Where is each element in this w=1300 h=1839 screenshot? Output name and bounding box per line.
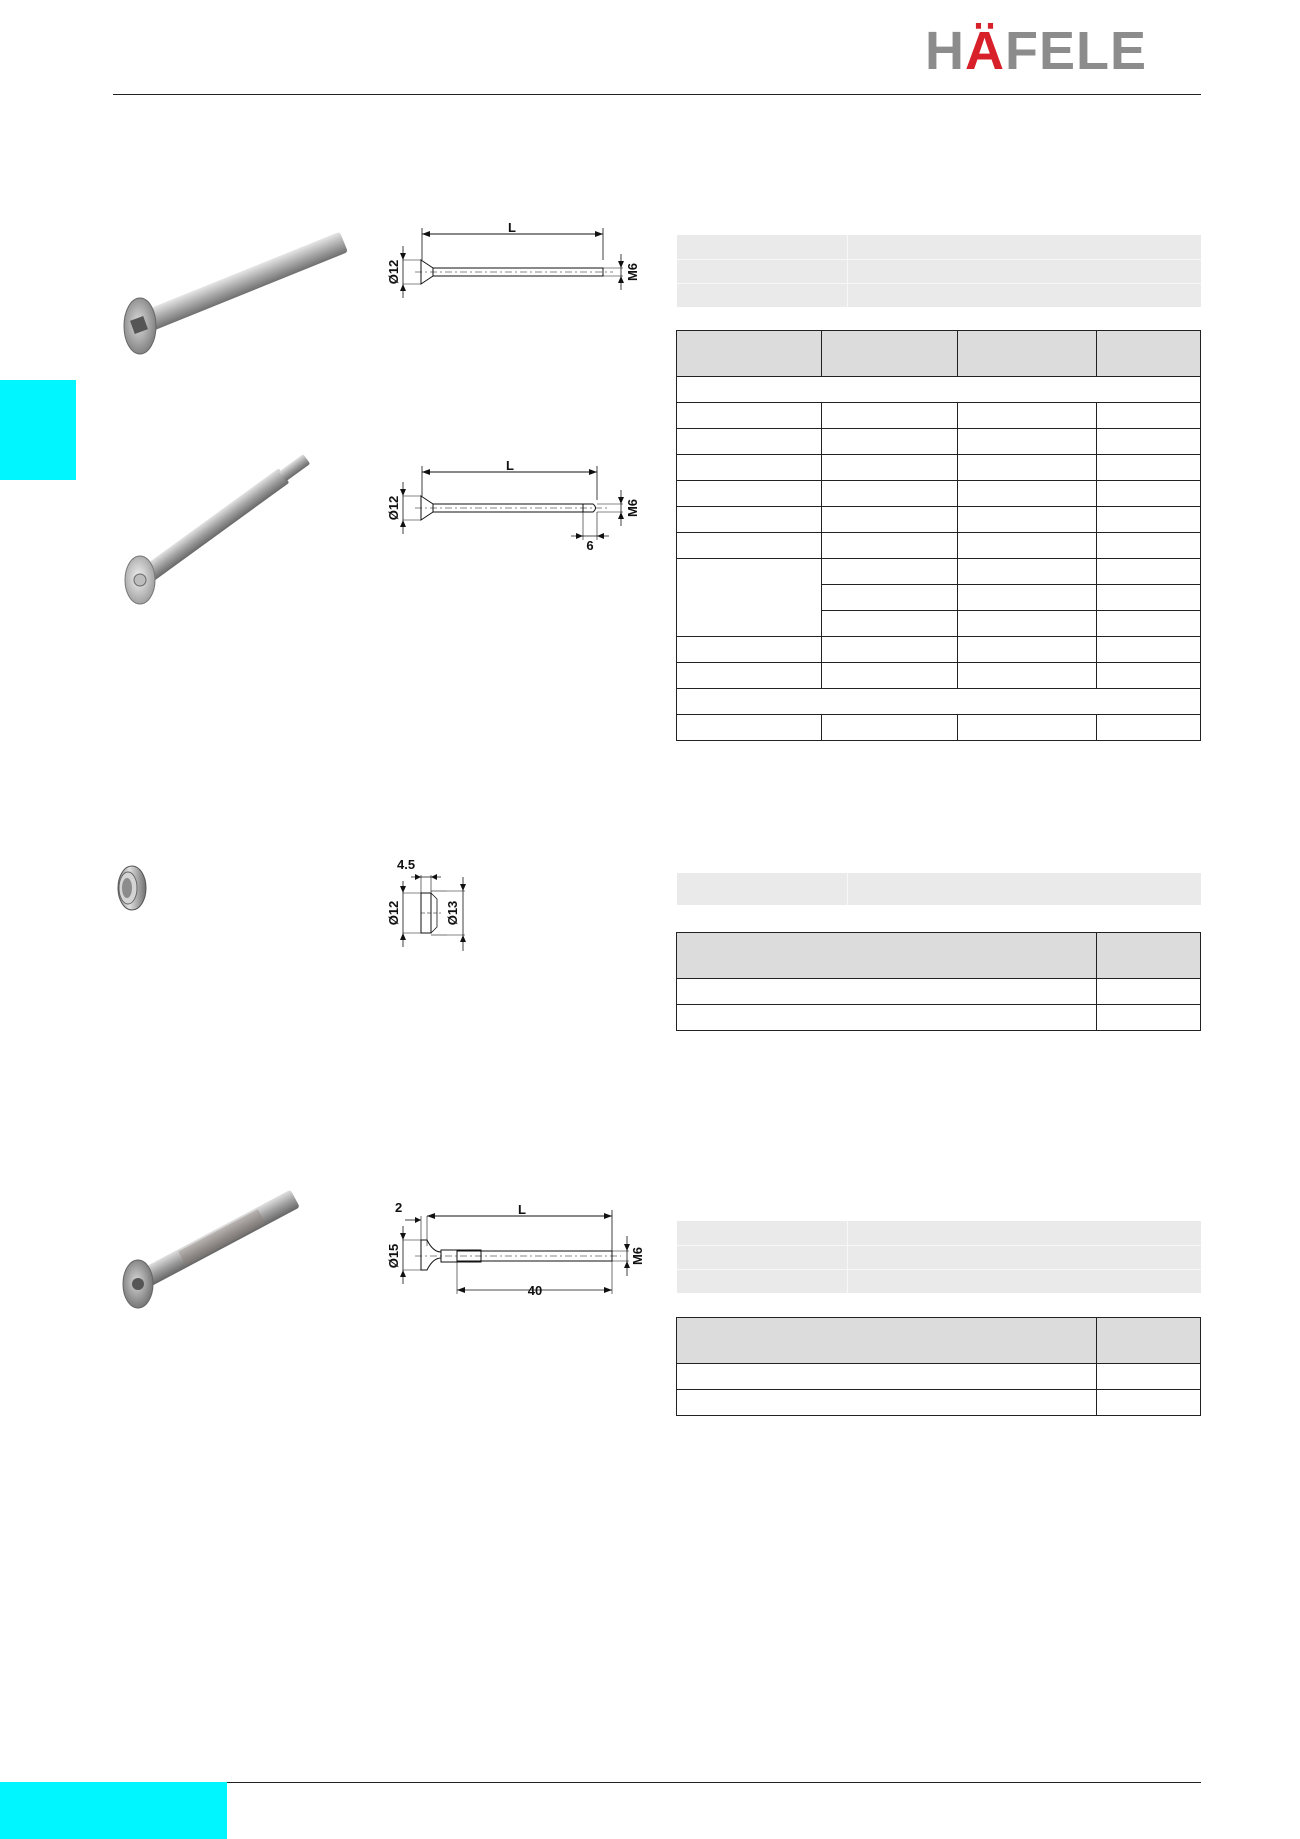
drawing-2-pin-label: 6 bbox=[586, 538, 594, 553]
table-row bbox=[677, 1005, 1201, 1031]
table-row bbox=[677, 455, 1201, 481]
header-rule bbox=[113, 94, 1201, 95]
brand-logo-prefix: H bbox=[925, 21, 965, 81]
brand-logo-suffix: FELE bbox=[1005, 21, 1148, 81]
bolt-photo-1 bbox=[118, 230, 358, 360]
drawing-3 bbox=[385, 855, 495, 960]
table-header-row bbox=[677, 933, 1201, 979]
drawing-2-svg bbox=[385, 458, 650, 558]
drawing-4-thread-length-label: 40 bbox=[527, 1283, 543, 1298]
drawing-3-outer-label: Ø13 bbox=[445, 900, 460, 926]
footer-rule bbox=[227, 1782, 1201, 1783]
table-row bbox=[677, 429, 1201, 455]
info-panel-1 bbox=[677, 235, 1201, 307]
drawing-4-head-label: 2 bbox=[395, 1200, 403, 1215]
drawing-3-height-label: 4.5 bbox=[397, 857, 416, 872]
table-row bbox=[677, 403, 1201, 429]
bolt-photo-2-image bbox=[118, 465, 358, 605]
drawing-2-diameter-label: Ø12 bbox=[386, 495, 401, 521]
table-row bbox=[677, 1364, 1201, 1390]
bolt-photo-1-image bbox=[118, 230, 358, 360]
drawing-4 bbox=[385, 1198, 650, 1303]
footer-tab bbox=[0, 1782, 227, 1839]
bolt-photo-3 bbox=[118, 1212, 318, 1322]
info-panel-3 bbox=[677, 1221, 1201, 1293]
table-header-row bbox=[677, 1318, 1201, 1364]
drawing-1-length-label: L bbox=[508, 220, 516, 235]
drawing-3-svg bbox=[385, 855, 495, 960]
table-row bbox=[677, 979, 1201, 1005]
drawing-4-thread-label: M6 bbox=[630, 1246, 645, 1266]
table-row bbox=[677, 507, 1201, 533]
table-row bbox=[677, 1390, 1201, 1416]
side-tab bbox=[0, 380, 76, 480]
bolt-photo-3-image bbox=[118, 1212, 318, 1322]
drawing-1-diameter-label: Ø12 bbox=[386, 259, 401, 285]
drawing-4-diameter-label: Ø15 bbox=[386, 1243, 401, 1269]
brand-logo-umlaut: Ä bbox=[965, 21, 1005, 81]
sleeve-photo-image bbox=[110, 858, 160, 913]
drawing-1 bbox=[385, 220, 650, 314]
sleeve-photo bbox=[110, 858, 160, 913]
table-row bbox=[677, 559, 1201, 585]
drawing-4-svg bbox=[385, 1198, 650, 1303]
drawing-2 bbox=[385, 458, 650, 558]
drawing-1-thread-label: M6 bbox=[625, 262, 640, 282]
spec-table-3 bbox=[676, 1317, 1201, 1416]
table-section-row bbox=[677, 689, 1201, 715]
info-panel-2 bbox=[677, 873, 1201, 905]
drawing-3-inner-label: Ø12 bbox=[386, 900, 401, 926]
table-header-row bbox=[677, 331, 1201, 377]
spec-table-1 bbox=[676, 330, 1201, 741]
drawing-4-length-label: L bbox=[518, 1202, 526, 1217]
drawing-1-svg bbox=[385, 220, 650, 314]
drawing-2-thread-label: M6 bbox=[625, 498, 640, 518]
brand-logo bbox=[925, 21, 1148, 81]
table-row bbox=[677, 663, 1201, 689]
table-row bbox=[677, 533, 1201, 559]
table-section-row bbox=[677, 377, 1201, 403]
table-row bbox=[677, 637, 1201, 663]
table-row bbox=[677, 481, 1201, 507]
drawing-2-length-label: L bbox=[506, 458, 514, 473]
spec-table-2 bbox=[676, 932, 1201, 1031]
bolt-photo-2 bbox=[118, 465, 358, 605]
table-row bbox=[677, 715, 1201, 741]
